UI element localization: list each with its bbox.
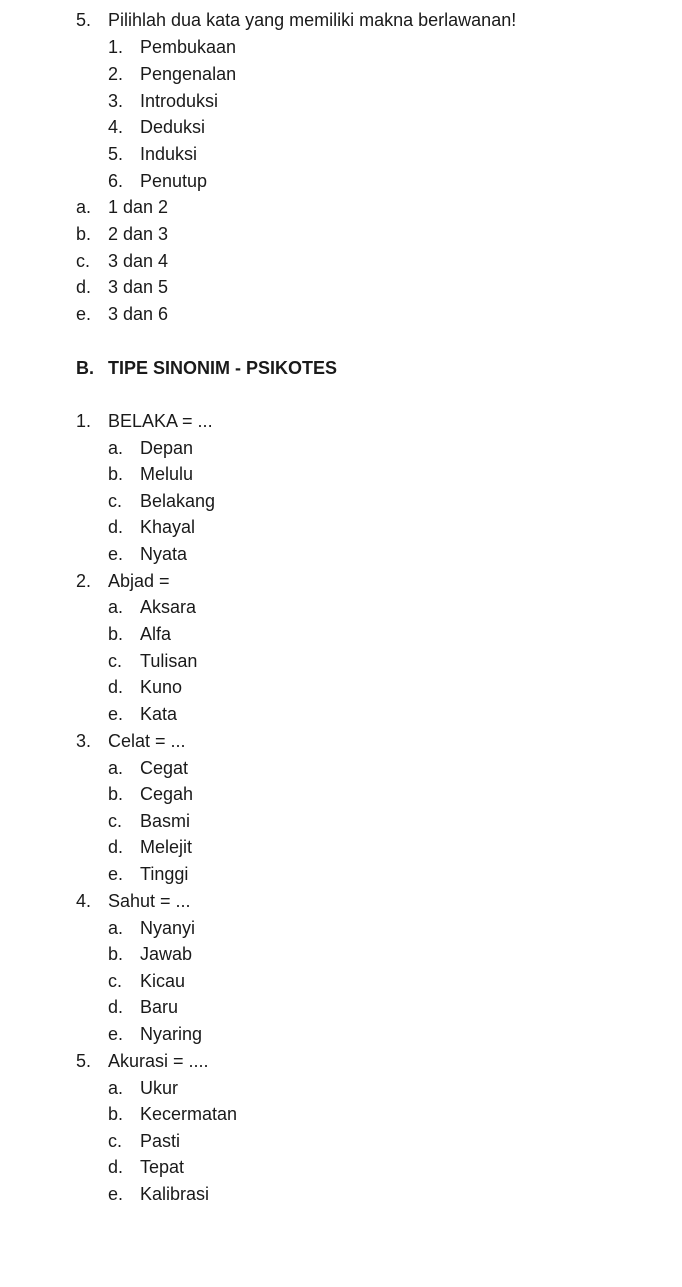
- answer-option: a. 1 dan 2: [76, 197, 169, 217]
- answer-option: d. Melejit: [108, 837, 193, 857]
- answer-option: d. Kuno: [108, 677, 183, 697]
- section-heading: B. TIPE SINONIM - PSIKOTES: [76, 358, 338, 378]
- answer-option: a. Aksara: [108, 597, 197, 617]
- answer-option: e. Kata: [108, 704, 178, 724]
- answer-option: b. Alfa: [108, 624, 172, 644]
- list-item: 2. Pengenalan: [108, 64, 237, 84]
- list-item: 4. Deduksi: [108, 117, 206, 137]
- answer-option: d. Baru: [108, 997, 179, 1017]
- answer-option: a. Nyanyi: [108, 918, 196, 938]
- question-4: 4. Sahut = ...: [76, 891, 191, 911]
- answer-option: b. Cegah: [108, 784, 194, 804]
- question-2: 2. Abjad =: [76, 571, 170, 591]
- answer-option: e. Nyaring: [108, 1024, 203, 1044]
- answer-option: d. Khayal: [108, 517, 196, 537]
- answer-option: a. Depan: [108, 438, 194, 458]
- answer-option: a. Cegat: [108, 758, 189, 778]
- answer-option: e. Kalibrasi: [108, 1184, 210, 1204]
- question-1: 1. BELAKA = ...: [76, 411, 213, 431]
- question-text: Pilihlah dua kata yang memiliki makna berlawanan!: [108, 10, 517, 30]
- answer-option: b. Melulu: [108, 464, 194, 484]
- answer-option: a. Ukur: [108, 1078, 179, 1098]
- answer-option: d. 3 dan 5: [76, 277, 169, 297]
- question-3: 3. Celat = ...: [76, 731, 186, 751]
- question-5: [76, 9, 516, 31]
- list-item: 3. Introduksi: [108, 91, 219, 111]
- answer-option: b. 2 dan 3: [76, 224, 169, 244]
- answer-option: c. 3 dan 4: [76, 251, 169, 271]
- question-number: 5.: [76, 10, 92, 30]
- answer-option: c. Belakang: [108, 491, 216, 511]
- question-5-synonym: 5. Akurasi = ....: [76, 1051, 209, 1071]
- list-item: 6. Penutup: [108, 171, 208, 191]
- answer-option: d. Tepat: [108, 1157, 185, 1177]
- answer-option: e. 3 dan 6: [76, 304, 169, 324]
- answer-option: e. Nyata: [108, 544, 188, 564]
- list-item: 5. Induksi: [108, 144, 198, 164]
- answer-option: b. Jawab: [108, 944, 193, 964]
- answer-option: c. Pasti: [108, 1131, 181, 1151]
- answer-option: e. Tinggi: [108, 864, 189, 884]
- answer-option: c. Kicau: [108, 971, 186, 991]
- list-item: 1. Pembukaan: [108, 37, 237, 57]
- answer-option: c. Tulisan: [108, 651, 198, 671]
- answer-option: b. Kecermatan: [108, 1104, 238, 1124]
- answer-option: c. Basmi: [108, 811, 191, 831]
